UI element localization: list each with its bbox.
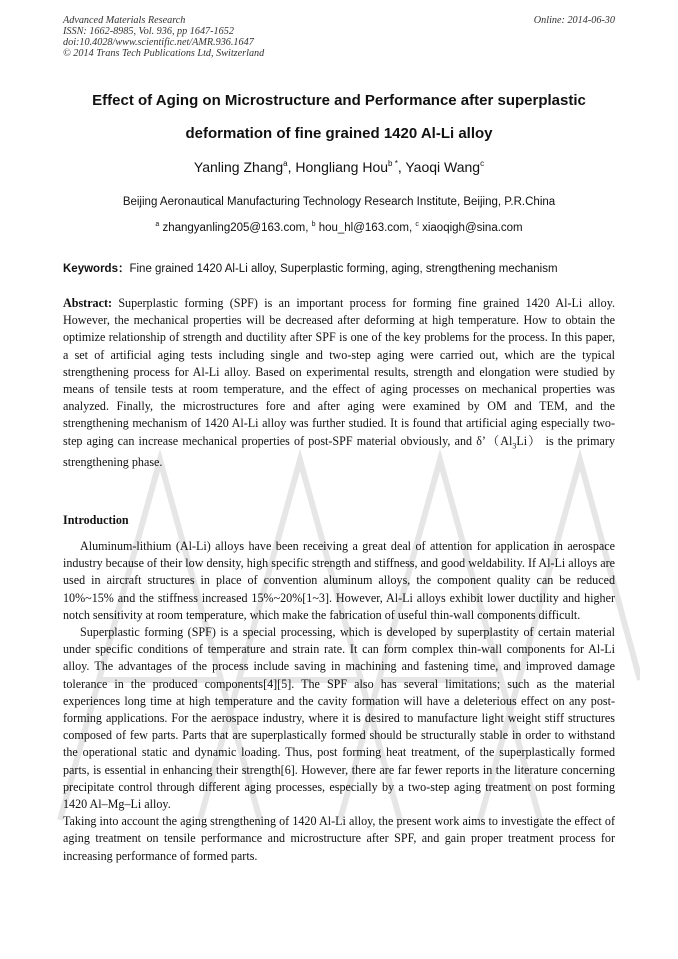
keywords-label: Keywords：: [63, 263, 130, 275]
author-1-mark: a: [283, 159, 288, 168]
email-a: zhangyanling205@163.com,: [159, 222, 312, 234]
paper-title-line-2: deformation of fine grained 1420 Al-Li alloy: [185, 125, 493, 142]
abstract: [63, 295, 615, 471]
author-separator: ,: [287, 159, 296, 175]
email-c: xiaoqigh@sina.com: [418, 222, 523, 234]
intro-paragraph-1: Aluminum-lithium (Al-Li) alloys have been receiving a great deal of attention for application in aerospace industry because of their low density, high specific strength and stiffness, and good weldability. If Al-Li alloys are used in aircraft structures in place of convention aluminum alloys, the component quality can be reduced 10%~15% and the stiffness increased 15%~20%[1~3]. However, Al-Li alloys exhibit lower ductility and higher notch sensitivity at room temperature, which make the fabrication of useful thin-wall components difficult.: [63, 539, 615, 622]
author-2-mark: b *: [388, 159, 398, 168]
doi-line: doi:10.4028/www.scientific.net/AMR.936.1647: [63, 37, 254, 48]
author-list: [40, 159, 638, 175]
keywords: [63, 260, 623, 276]
abstract-subscript: 3: [512, 441, 517, 451]
author-separator: ,: [397, 159, 406, 175]
online-date: Online: 2014-06-30: [533, 15, 615, 26]
journal-name: Advanced Materials Research: [63, 15, 186, 26]
abstract-text: Superplastic forming (SPF) is an important process for forming fine grained 1420 Al-Li alloy. However, the mechanical properties will be decreased after deforming at high temperature. How to obtain the optimize relationship of strength and ductility after SPF is one of the key problems for the process. In this paper, a set of artificial aging tests including single and two-step aging were carried out, which are the typical strengthening process for Al-Li alloy. Based on experimental results, strength and elongation were studied by means of tensile tests at room temperature, and the effect of aging processes on mechanical properties was analyzed. Finally, the microstructures fore and after aging were examined by OM and TEM, and the strengthening mechanism of 1420 Al-Li alloy was further studied. It is found that artificial aging especially two-step aging can increase mechanical properties of post-SPF material obviously, and δ’（Al: [63, 296, 615, 448]
author-3: Yaoqi Wang: [405, 159, 481, 175]
paper-title-line-1: Effect of Aging on Microstructure and Performance after superplastic: [92, 92, 586, 109]
author-emails: [40, 221, 638, 234]
email-b: hou_hl@163.com,: [315, 222, 416, 234]
author-2: Hongliang Hou: [295, 159, 389, 175]
author-3-mark: c: [480, 159, 485, 168]
abstract-tail: Li） is the primary strengthening phase.: [63, 433, 615, 470]
section-heading-introduction: Introduction: [63, 513, 129, 527]
intro-paragraph-3: Taking into account the aging strengthening of 1420 Al-Li alloy, the present work aims to investigate the effect of aging treatment on tensile performance and microstructure after SPF, and gain proper treatment process for increasing performance of formed parts.: [63, 814, 615, 863]
intro-paragraph-2: Superplastic forming (SPF) is a special processing, which is developed by superplastity of certain material under specific conditions of temperature and strain rate. It can form complex thin-wall components for Al-Li alloy. The advantages of the process include saving in machining and fastening time, and improved damage tolerance in the produced components[4][5]. The SPF also has several limitations; such as the material experiences long time at high temperature and the cavity formation will have a deleterious effect on any post-forming applications. For the aerospace industry, where it is desired to manufacture light weight stiff structures composed of few parts. Parts that are superplastically formed should be structurally stable in order to withstand the operational static and dynamic loading. Thus, post forming heat treatment, of the superplastically formed parts, is essential in enhancing their strength[6]. However, there are far fewer reports in the literature concerning precipitate control through different aging processes, especially by a two-step aging treatment on post forming 1420 Al–Mg–Li alloy.: [63, 625, 615, 812]
journal-header: [63, 15, 615, 59]
issn-line: ISSN: 1662-8985, Vol. 936, pp 1647-1652: [63, 26, 234, 37]
keywords-text: Fine grained 1420 Al-Li alloy, Superplastic forming, aging, strengthening mechanism: [129, 263, 558, 275]
email-mark-c: c: [415, 221, 419, 228]
copyright-line: © 2014 Trans Tech Publications Ltd, Switzerland: [63, 48, 265, 59]
author-1: Yanling Zhang: [193, 159, 284, 175]
introduction-body: [63, 538, 615, 865]
email-mark-a: a: [155, 221, 160, 228]
abstract-label: Abstract:: [63, 296, 113, 310]
email-mark-b: b: [311, 221, 316, 228]
affiliation: Beijing Aeronautical Manufacturing Technology Research Institute, Beijing, P.R.China: [122, 196, 556, 208]
